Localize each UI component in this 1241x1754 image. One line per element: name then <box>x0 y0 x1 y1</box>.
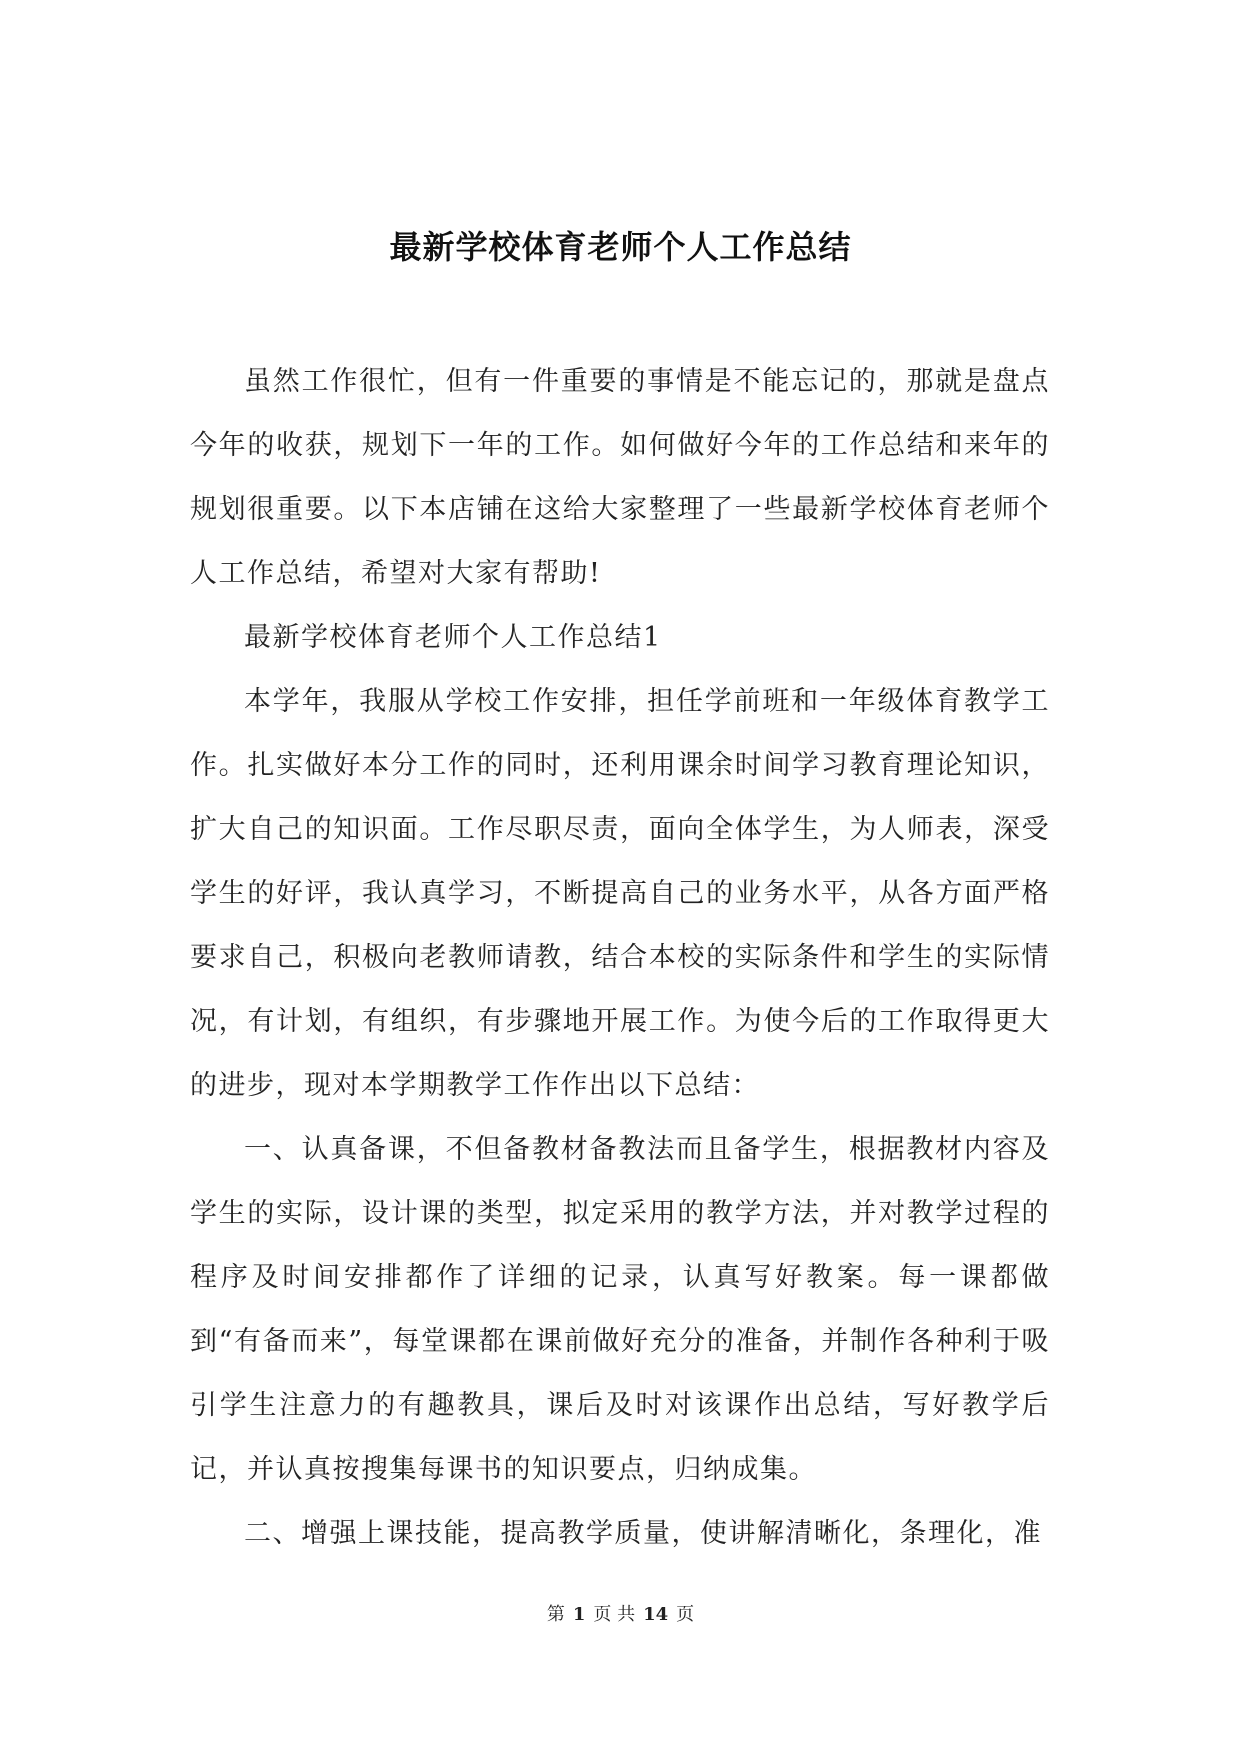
page-title: 最新学校体育老师个人工作总结 <box>389 228 852 266</box>
footer-middle: 页 共 <box>593 1604 636 1625</box>
current-page-number: 1 <box>572 1604 586 1625</box>
document-body <box>190 350 1050 1566</box>
footer-suffix: 页 <box>676 1604 695 1625</box>
body-paragraph: 本学年，我服从学校工作安排，担任学前班和一年级体育教学工作。扎实做好本分工作的同时，还利用课余时间学习教育理论知识，扩大自己的知识面。工作尽职尽责，面向全体学生，为人师表，深受学生的好评，我认真学习，不断提高自己的业务水平，从各方面严格要求自己，积极向老教师请教，结合本校的实际条件和学生的实际情况，有计划，有组织，有步骤地开展工作。为使今后的工作取得更大的进步，现对本学期教学工作作出以下总结： <box>190 686 1050 1101</box>
body-paragraph: 二、增强上课技能，提高教学质量，使讲解清晰化，条理化，准 <box>244 1518 1042 1549</box>
page-footer <box>0 1600 1241 1626</box>
footer-prefix: 第 <box>546 1604 565 1625</box>
intro-paragraph: 虽然工作很忙，但有一件重要的事情是不能忘记的，那就是盘点今年的收获，规划下一年的工作。如何做好今年的工作总结和来年的规划很重要。以下本店铺在这给大家整理了一些最新学校体育老师个人工作总结，希望对大家有帮助! <box>190 366 1050 589</box>
body-paragraph: 一、认真备课，不但备教材备教法而且备学生，根据教材内容及学生的实际，设计课的类型，拟定采用的教学方法，并对教学过程的程序及时间安排都作了详细的记录，认真写好教案。每一课都做到“有备而来”，每堂课都在课前做好充分的准备，并制作各种利于吸引学生注意力的有趣教具，课后及时对该课作出总结，写好教学后记，并认真按搜集每课书的知识要点，归纳成集。 <box>190 1134 1050 1485</box>
section-heading: 最新学校体育老师个人工作总结1 <box>244 622 662 653</box>
total-pages-number: 14 <box>643 1604 669 1625</box>
